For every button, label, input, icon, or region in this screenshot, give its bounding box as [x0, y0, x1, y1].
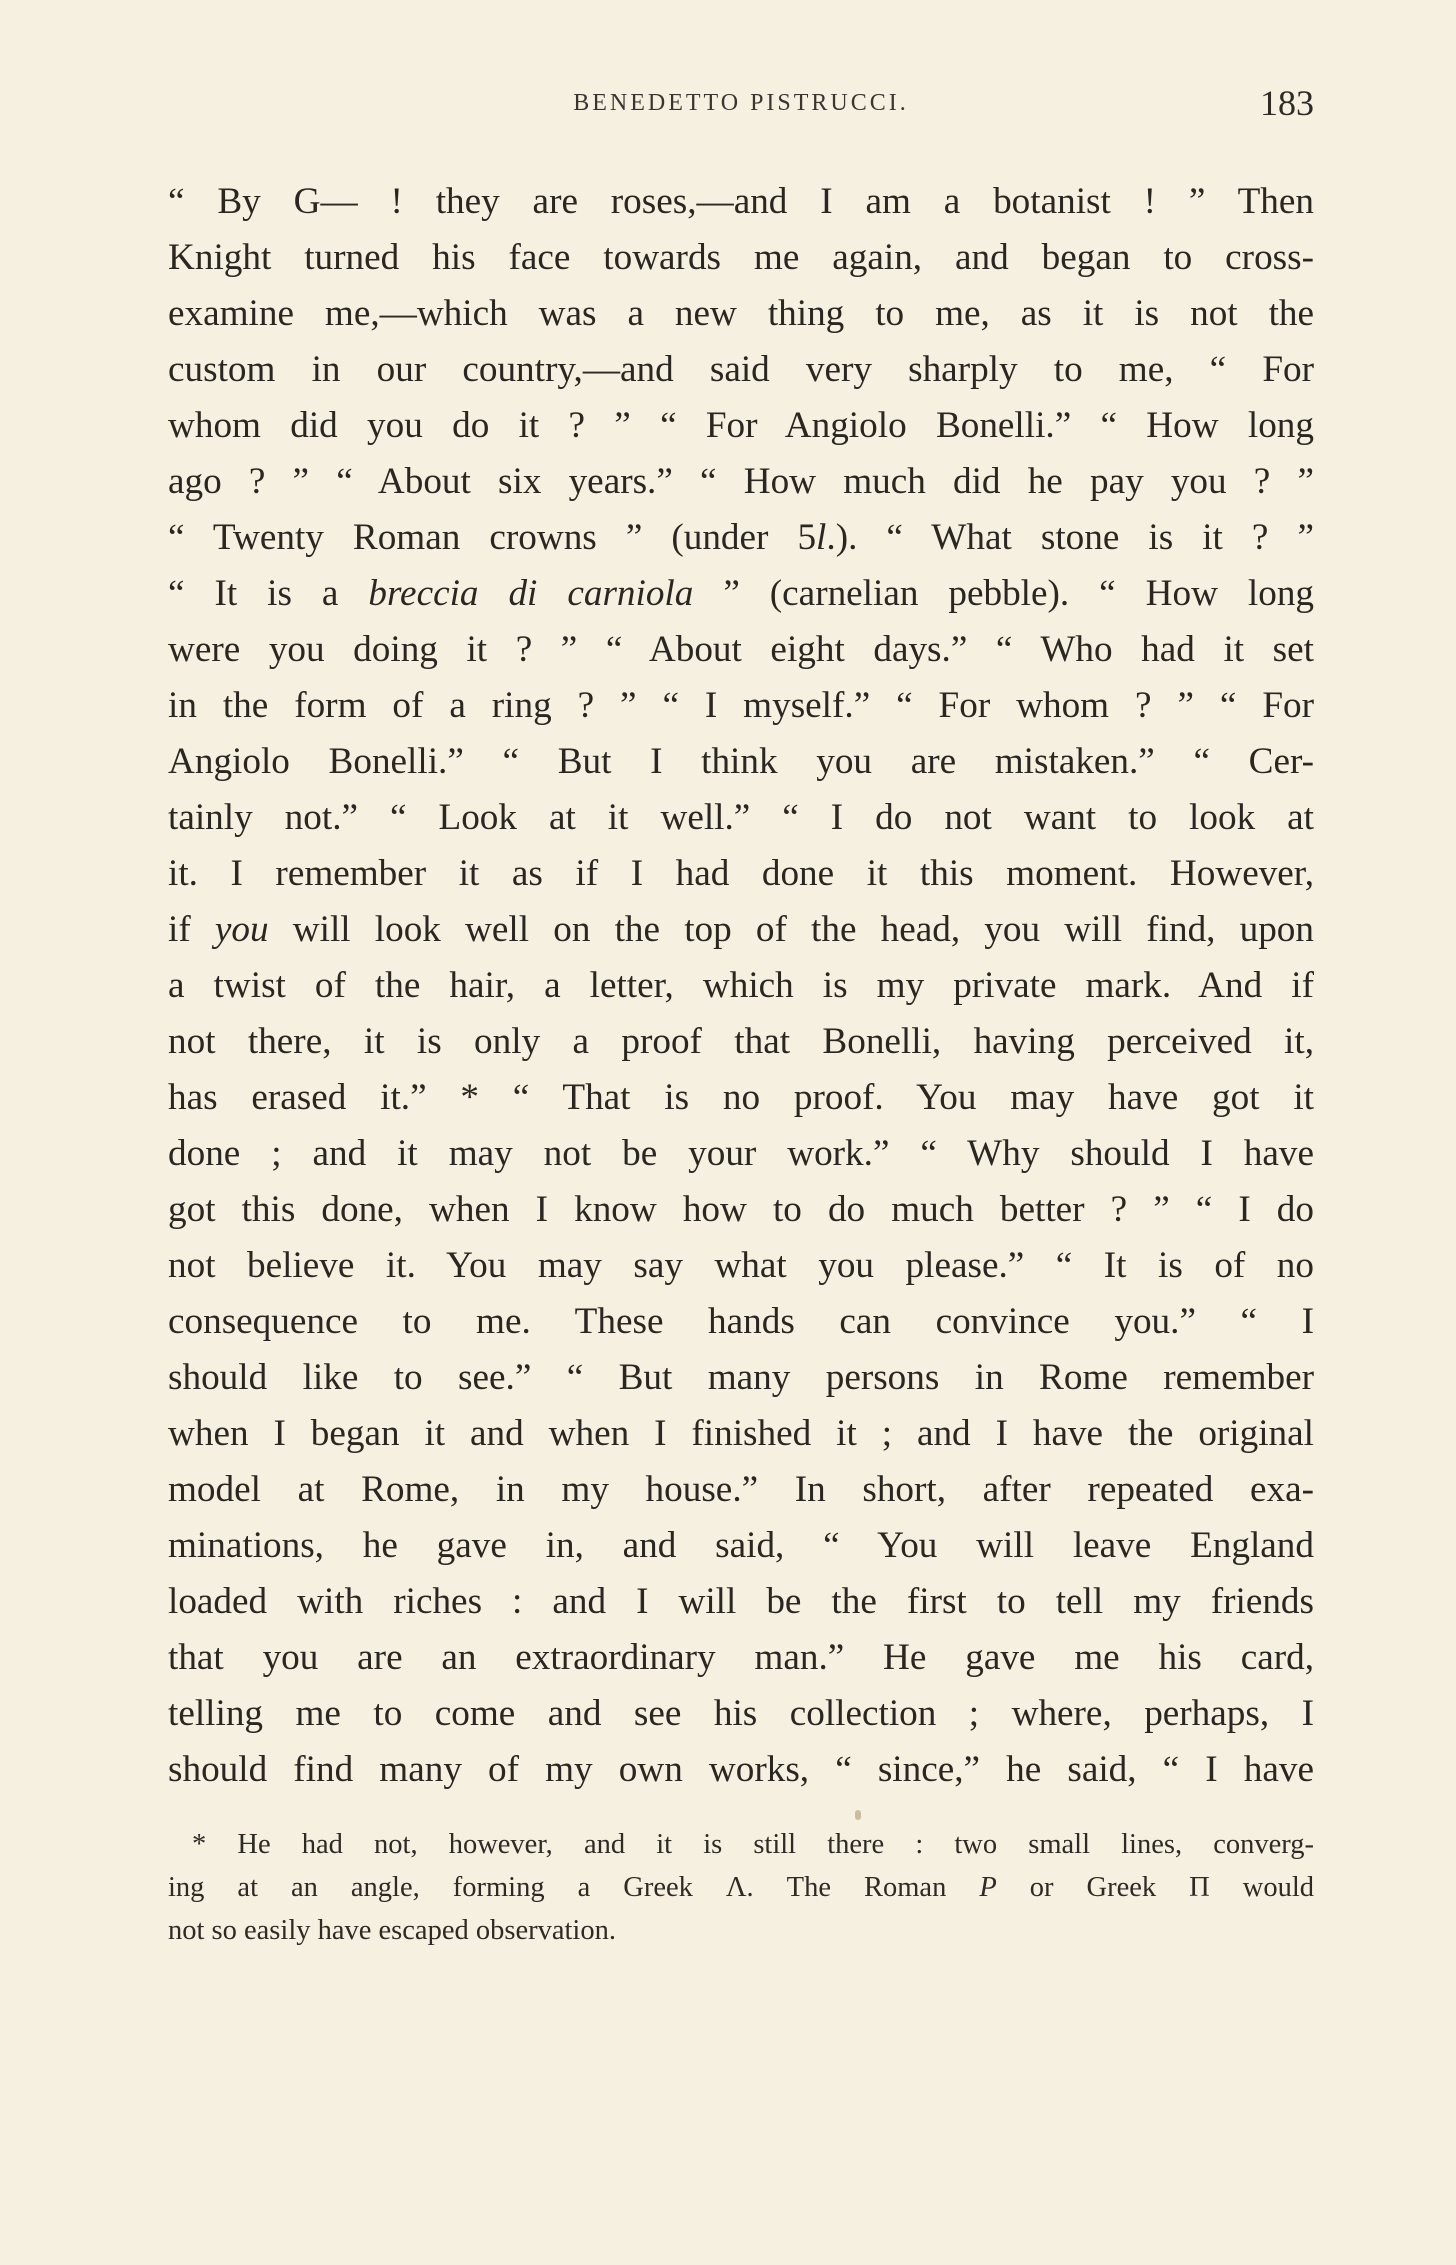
text-line: got this done, when I know how to do much better ? ” “ I do	[168, 1189, 1314, 1230]
text-line: has erased it.” * “ That is no proof. You may have got it	[168, 1077, 1314, 1118]
body-text	[168, 174, 1314, 1798]
footnote-line: * He had not, however, and it is still there : two small lines, converg-	[192, 1829, 1314, 1860]
footnote-line: ing at an angle, forming a Greek Λ. The Roman P or Greek Π would	[168, 1872, 1314, 1903]
text-line: examine me,—which was a new thing to me, as it is not the	[168, 293, 1314, 334]
paper-spot	[855, 1810, 861, 1820]
text-line: “ It is a breccia di carniola ” (carnelian pebble). “ How long	[168, 573, 1314, 614]
text-line: that you are an extraordinary man.” He gave me his card,	[168, 1637, 1314, 1678]
text-line: tainly not.” “ Look at it well.” “ I do not want to look at	[168, 797, 1314, 838]
text-line: should like to see.” “ But many persons in Rome remember	[168, 1357, 1314, 1398]
text-line: were you doing it ? ” “ About eight days.” “ Who had it set	[168, 629, 1314, 670]
text-line: should find many of my own works, “ since,” he said, “ I have	[168, 1749, 1314, 1790]
running-title: BENEDETTO PISTRUCCI.	[573, 90, 909, 116]
text-line: whom did you do it ? ” “ For Angiolo Bonelli.” “ How long	[168, 405, 1314, 446]
text-line: telling me to come and see his collection ; where, perhaps, I	[168, 1693, 1314, 1734]
text-line: if you will look well on the top of the head, you will find, upon	[168, 909, 1314, 950]
running-head	[168, 82, 1314, 132]
text-line: when I began it and when I finished it ; and I have the original	[168, 1413, 1314, 1454]
text-line: it. I remember it as if I had done it this moment. However,	[168, 853, 1314, 894]
page-number: 183	[1260, 83, 1314, 123]
text-line: not believe it. You may say what you please.” “ It is of no	[168, 1245, 1314, 1286]
text-line: in the form of a ring ? ” “ I myself.” “ For whom ? ” “ For	[168, 685, 1314, 726]
text-line: custom in our country,—and said very sharply to me, “ For	[168, 349, 1314, 390]
text-line: minations, he gave in, and said, “ You will leave England	[168, 1525, 1314, 1566]
text-line: loaded with riches : and I will be the first to tell my friends	[168, 1581, 1314, 1622]
text-line: “ Twenty Roman crowns ” (under 5l.). “ What stone is it ? ”	[168, 517, 1314, 558]
text-line: “ By G— ! they are roses,—and I am a botanist ! ” Then	[168, 181, 1314, 222]
text-line: a twist of the hair, a letter, which is my private mark. And if	[168, 965, 1314, 1006]
text-line: done ; and it may not be your work.” “ Why should I have	[168, 1133, 1314, 1174]
footnote-line: not so easily have escaped observation.	[168, 1915, 616, 1946]
text-line: ago ? ” “ About six years.” “ How much did he pay you ? ”	[168, 461, 1314, 502]
text-line: model at Rome, in my house.” In short, after repeated exa-	[168, 1469, 1314, 1510]
text-line: Angiolo Bonelli.” “ But I think you are mistaken.” “ Cer-	[168, 741, 1314, 782]
footnote	[168, 1823, 1314, 1952]
text-line: Knight turned his face towards me again, and began to cross-	[168, 237, 1314, 278]
text-line: consequence to me. These hands can convince you.” “ I	[168, 1301, 1314, 1342]
text-line: not there, it is only a proof that Bonelli, having perceived it,	[168, 1021, 1314, 1062]
